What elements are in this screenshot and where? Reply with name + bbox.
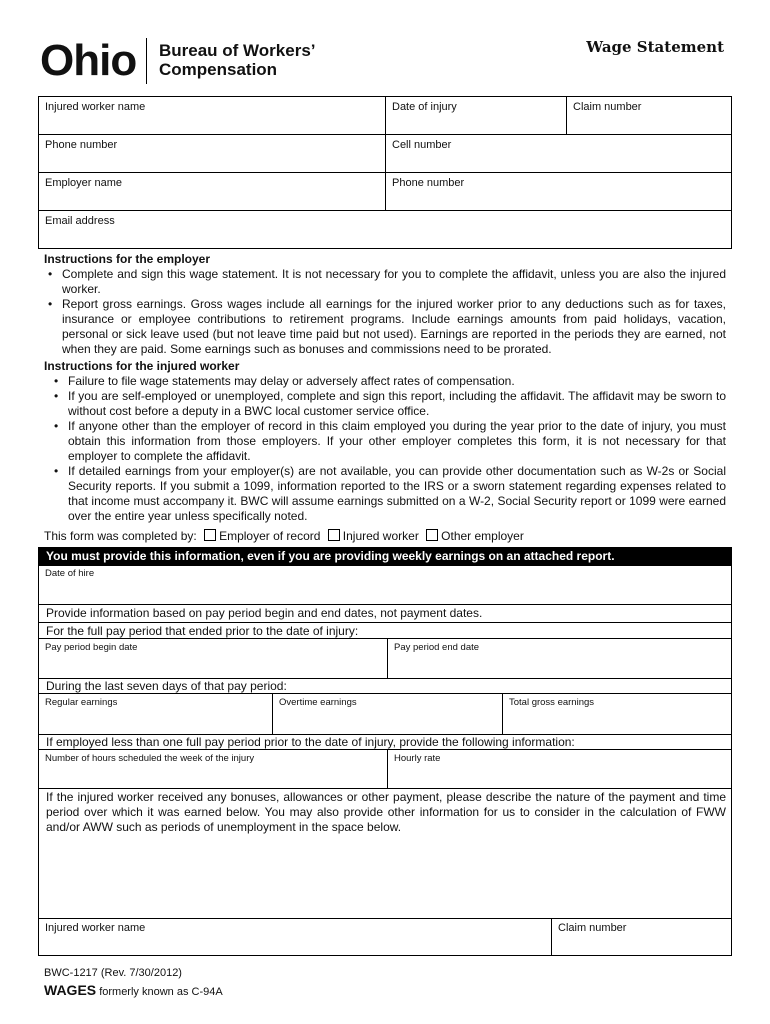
date-of-injury-field[interactable]: Date of injury bbox=[392, 101, 457, 113]
overtime-earnings-field[interactable]: Overtime earnings bbox=[279, 697, 357, 708]
pay-period-end-field[interactable]: Pay period end date bbox=[394, 642, 480, 653]
worker-instructions-list bbox=[44, 374, 726, 524]
less-than-full-heading: If employed less than one full pay period prior to the date of injury, provide the following information: bbox=[46, 735, 575, 749]
list-item: • If anyone other than the employer of record in this claim employed you during the year prior to the date of injury, you must obtain this information from those employers. If your other employer completes this form, it is not necessary for that employer to complete the affidavit. bbox=[44, 419, 726, 464]
full-pay-period-heading: For the full pay period that ended prior to the date of injury: bbox=[46, 624, 359, 638]
footer-worker-name-field[interactable]: Injured worker name bbox=[45, 922, 146, 934]
cell-number-field[interactable]: Cell number bbox=[392, 139, 452, 151]
employer-name-field[interactable]: Employer name bbox=[45, 177, 123, 189]
date-of-hire-field[interactable]: Date of hire bbox=[45, 568, 95, 579]
employer-instructions-list bbox=[44, 267, 726, 357]
document-title: Wage Statement bbox=[586, 38, 724, 56]
logo-divider bbox=[146, 38, 147, 84]
other-employer-checkbox[interactable] bbox=[426, 529, 438, 541]
list-item: • If detailed earnings from your employer(s) are not available, you can provide other documentation such as W-2s or Social Security reports. If you submit a 1099, information reported to the IRS or a sworn statement regarding expenses related to that income must accompany it. BWC will assume earnings submitted on a W-2, Social Security report or 1099 were earned over the entire year unless specifically noted. bbox=[44, 464, 726, 524]
instructions bbox=[44, 252, 726, 524]
completed-by-label: This form was completed by: bbox=[44, 529, 197, 543]
list-item: • Complete and sign this wage statement. It is not necessary for you to complete the affidavit, unless you are also the injured worker. bbox=[44, 267, 726, 297]
ohio-logo: Ohio bbox=[40, 36, 137, 85]
email-address-field[interactable]: Email address bbox=[45, 215, 115, 227]
employer-of-record-label: Employer of record bbox=[219, 529, 321, 543]
total-gross-earnings-field[interactable]: Total gross earnings bbox=[509, 697, 595, 708]
required-info-banner: You must provide this information, even if you are providing weekly earnings on an attached report. bbox=[38, 547, 732, 565]
other-employer-label: Other employer bbox=[441, 529, 524, 543]
hourly-rate-field[interactable]: Hourly rate bbox=[394, 753, 441, 764]
worker-instructions-heading: Instructions for the injured worker bbox=[44, 359, 240, 373]
employer-phone-field[interactable]: Phone number bbox=[392, 177, 465, 189]
pay-period-begin-field[interactable]: Pay period begin date bbox=[45, 642, 138, 653]
agency-name-line1: Bureau of Workers’ bbox=[159, 41, 316, 60]
regular-earnings-field[interactable]: Regular earnings bbox=[45, 697, 118, 708]
agency-name bbox=[159, 41, 316, 79]
hours-scheduled-field[interactable]: Number of hours scheduled the week of the injury bbox=[45, 753, 255, 764]
pay-period-note: Provide information based on pay period begin and end dates, not payment dates. bbox=[46, 606, 483, 620]
agency-name-line2: Compensation bbox=[159, 60, 278, 79]
formerly-known-as: formerly known as C-94A bbox=[99, 986, 223, 998]
form-name: WAGES bbox=[44, 982, 97, 998]
phone-number-field[interactable]: Phone number bbox=[45, 139, 118, 151]
footer-claim-number-field[interactable]: Claim number bbox=[558, 922, 627, 934]
last-seven-days-heading: During the last seven days of that pay period: bbox=[46, 679, 287, 693]
form-number: BWC-1217 (Rev. 7/30/2012) bbox=[44, 967, 182, 979]
injured-worker-label: Injured worker bbox=[342, 529, 419, 543]
completed-by-row bbox=[44, 529, 524, 543]
employer-instructions-heading: Instructions for the employer bbox=[44, 252, 211, 266]
list-item: • If you are self-employed or unemployed, complete and sign this report, including the affidavit. The affidavit may be sworn to without cost before a deputy in a BWC local customer service office. bbox=[44, 389, 726, 419]
claim-number-field[interactable]: Claim number bbox=[573, 101, 642, 113]
list-item: • Report gross earnings. Gross wages include all earnings for the injured worker prior to any deductions such as for taxes, insurance or employee contributions to retirement programs. Include earnings amounts from paid holidays, vacation, personal or sick leave used (but not leave time paid but not used). Earnings are reported in the periods they are earned, not when they are paid. Some earnings such as bonuses and commissions need to be prorated. bbox=[44, 297, 726, 357]
other-payment-textarea[interactable] bbox=[39, 840, 731, 918]
form-name-line bbox=[44, 982, 223, 998]
other-payment-instructions: If the injured worker received any bonuses, allowances or other payment, please describe the nature of the payment and time period over which it was earned below. You may also provide other information for us to consider in the calculation of FWW and/or AWW such as periods of unemployment in the space below. bbox=[46, 790, 726, 834]
employer-of-record-checkbox[interactable] bbox=[204, 529, 216, 541]
injured-worker-name-field[interactable]: Injured worker name bbox=[45, 101, 146, 113]
list-item: • Failure to file wage statements may delay or adversely affect rates of compensation. bbox=[44, 374, 726, 389]
injured-worker-checkbox[interactable] bbox=[328, 529, 340, 541]
